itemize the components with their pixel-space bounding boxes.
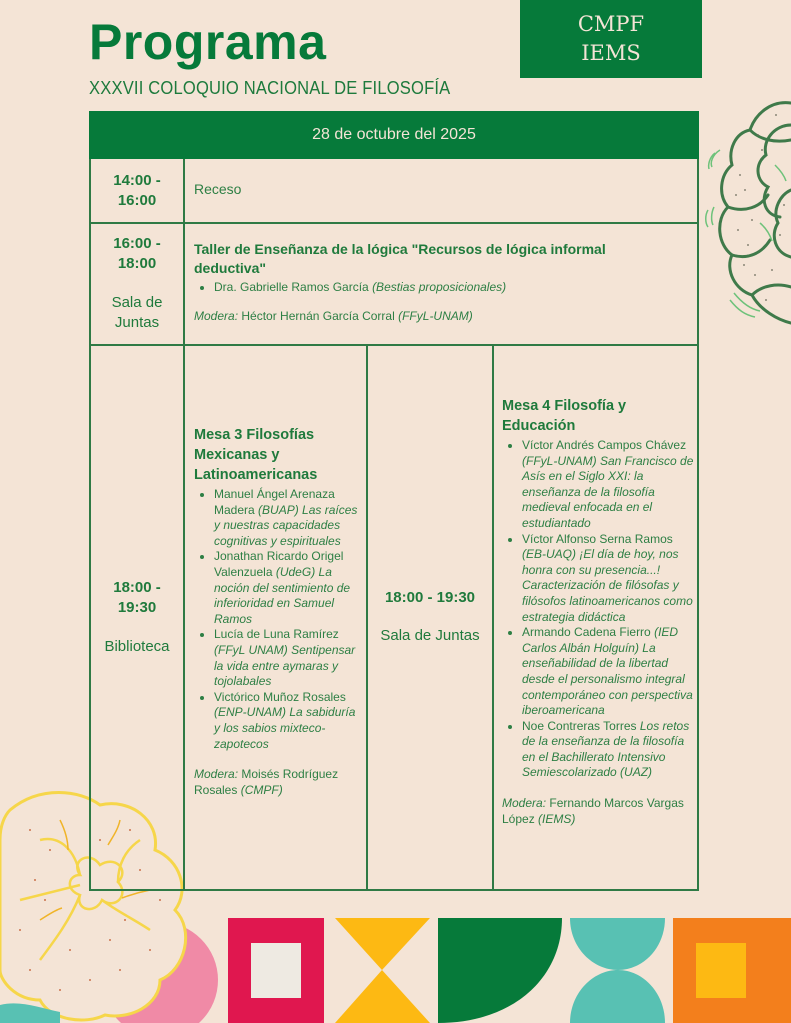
moderator-line <box>194 766 364 798</box>
moderator-inst: (CMPF) <box>240 783 283 798</box>
row3-right-time <box>368 588 492 646</box>
participant-name: Armando Cadena Fierro <box>522 625 651 640</box>
participant-work: La sabiduría y los sabios mixteco-zapotecos <box>214 705 356 751</box>
participant-item <box>214 690 364 752</box>
row1-activity: Receso <box>194 181 242 197</box>
time-end: 18:00 <box>117 255 157 272</box>
mesa3-participants <box>194 487 364 752</box>
mesa3-title: Mesa 3 Filosofías Mexicanas y Latinoamericanas <box>194 427 318 483</box>
row-divider <box>91 344 697 346</box>
participant-work: Las raíces y nuestras capacidades cognitivas y espirituales <box>214 502 358 548</box>
participant-name: Victórico Muñoz Rosales <box>214 689 346 704</box>
time-end: 19:30 <box>117 599 157 616</box>
event-subtitle: XXXVII COLOQUIO NACIONAL DE FILOSOFÍA <box>89 78 451 98</box>
brain-flower-illustration-icon <box>700 95 791 330</box>
participant-item <box>522 532 694 626</box>
row2-time <box>91 234 183 333</box>
moderator-line <box>194 308 664 324</box>
participant-work: Sentipensar la vida entre aymaras y tojolabales <box>214 642 356 689</box>
mesa3-cell <box>194 425 364 798</box>
brand-line-cmpf: CMPF <box>577 12 645 36</box>
moderator-name: Fernando Marcos Vargas López <box>502 796 684 827</box>
workshop-participants <box>194 280 664 296</box>
participant-inst: (IED Carlos Albán Holguín) <box>522 625 679 655</box>
column-divider <box>492 344 494 889</box>
participant-name: Noe Contreras Torres <box>522 718 637 733</box>
participant-work: (Bestias proposicionales) <box>372 280 507 294</box>
time-start: 16:00 - <box>113 235 161 252</box>
row-divider <box>91 222 697 224</box>
bottom-shapes <box>228 918 791 1023</box>
participant-name: Dra. Gabrielle Ramos García <box>214 280 369 294</box>
column-divider <box>183 159 185 889</box>
place: Biblioteca <box>104 638 170 655</box>
place-line1: Sala de <box>111 294 163 311</box>
row1-time <box>91 171 183 211</box>
participant-name: Víctor Alfonso Serna Ramos <box>522 531 673 546</box>
participant-name: Lucía de Luna Ramírez <box>214 627 339 642</box>
participant-work: San Francisco de Asís en el Siglo XXI: la enseñanza de la filosofía medieval enfocada en el estudiantado <box>522 453 694 530</box>
participant-item <box>214 487 364 549</box>
row2-content <box>194 240 664 324</box>
participant-item <box>214 549 364 627</box>
participant-work: La enseñabilidad de la libertad desde el personalismo integral contemporáneo con perspectiva iberoamericana <box>522 640 693 718</box>
time-start: 18:00 - <box>113 579 161 596</box>
participant-work: Los retos de la enseñanza de la filosofía en el Bachillerato Intensivo Semiescolarizado (UAZ) <box>522 718 690 780</box>
mesa4-participants <box>502 438 694 781</box>
participant-inst: (ENP-UNAM) <box>214 705 286 720</box>
time-range: 18:00 - 19:30 <box>384 589 476 606</box>
time-end: 16:00 <box>117 192 157 209</box>
moderator-label: Modera: <box>194 767 239 782</box>
participant-inst: (FFyL-UNAM) <box>522 453 597 468</box>
moderator-line <box>502 795 694 827</box>
schedule-table <box>89 111 699 891</box>
time-start: 14:00 - <box>113 172 161 189</box>
participant-name: Víctor Andrés Campos Chávez <box>522 438 687 452</box>
teal-semicircles-icon <box>570 918 665 1023</box>
page-title: Programa <box>89 14 327 70</box>
mesa4-cell <box>502 396 694 827</box>
moderator-name: Héctor Hernán García Corral <box>241 308 395 323</box>
workshop-title: Taller de Enseñanza de la lógica "Recursos de lógica informal deductiva" <box>194 241 606 276</box>
participant-work: La noción del sentimiento de inferioridad en Samuel Ramos <box>214 564 351 626</box>
participant-name: Manuel Ángel Arenaza Madera <box>214 487 335 517</box>
moderator-name: Moisés Rodríguez Rosales <box>194 767 339 798</box>
participant-item <box>522 438 694 532</box>
participant-work: ¡El día de hoy, nos honra con su presencia...! Caracterización de filósofas y filósofos latinoamericanos como estrategia didáctica <box>522 547 693 624</box>
participant-item <box>522 719 694 781</box>
participant-item <box>214 280 664 296</box>
participant-item <box>214 627 364 689</box>
moderator-inst: (IEMS) <box>538 812 576 827</box>
moderator-label: Modera: <box>194 308 239 323</box>
participant-inst: (UdeG) <box>275 564 316 579</box>
yellow-hourglass-icon <box>335 918 430 1023</box>
row3-left-time <box>91 578 183 657</box>
brand-box <box>520 0 702 78</box>
moderator-inst: (FFyL-UNAM) <box>398 308 473 323</box>
moderator-label: Modera: <box>502 796 547 811</box>
participant-inst: (FFyL UNAM) <box>214 642 288 657</box>
place-line2: Juntas <box>114 314 160 331</box>
orange-square-frame-icon <box>673 918 791 1023</box>
participant-inst: (BUAP) <box>258 502 299 517</box>
participant-inst: (EB-UAQ) <box>522 547 576 562</box>
green-quarter-circle-icon <box>438 918 562 1023</box>
participant-name: Jonathan Ricardo Origel Valenzuela <box>214 549 344 579</box>
mesa4-title: Mesa 4 Filosofía y Educación <box>502 398 627 434</box>
place: Sala de Juntas <box>380 627 480 644</box>
magenta-square-frame-icon <box>228 918 324 1023</box>
brand-line-iems: IEMS <box>581 41 641 65</box>
schedule-date-header: 28 de octubre del 2025 <box>89 111 699 159</box>
participant-item <box>522 625 694 719</box>
